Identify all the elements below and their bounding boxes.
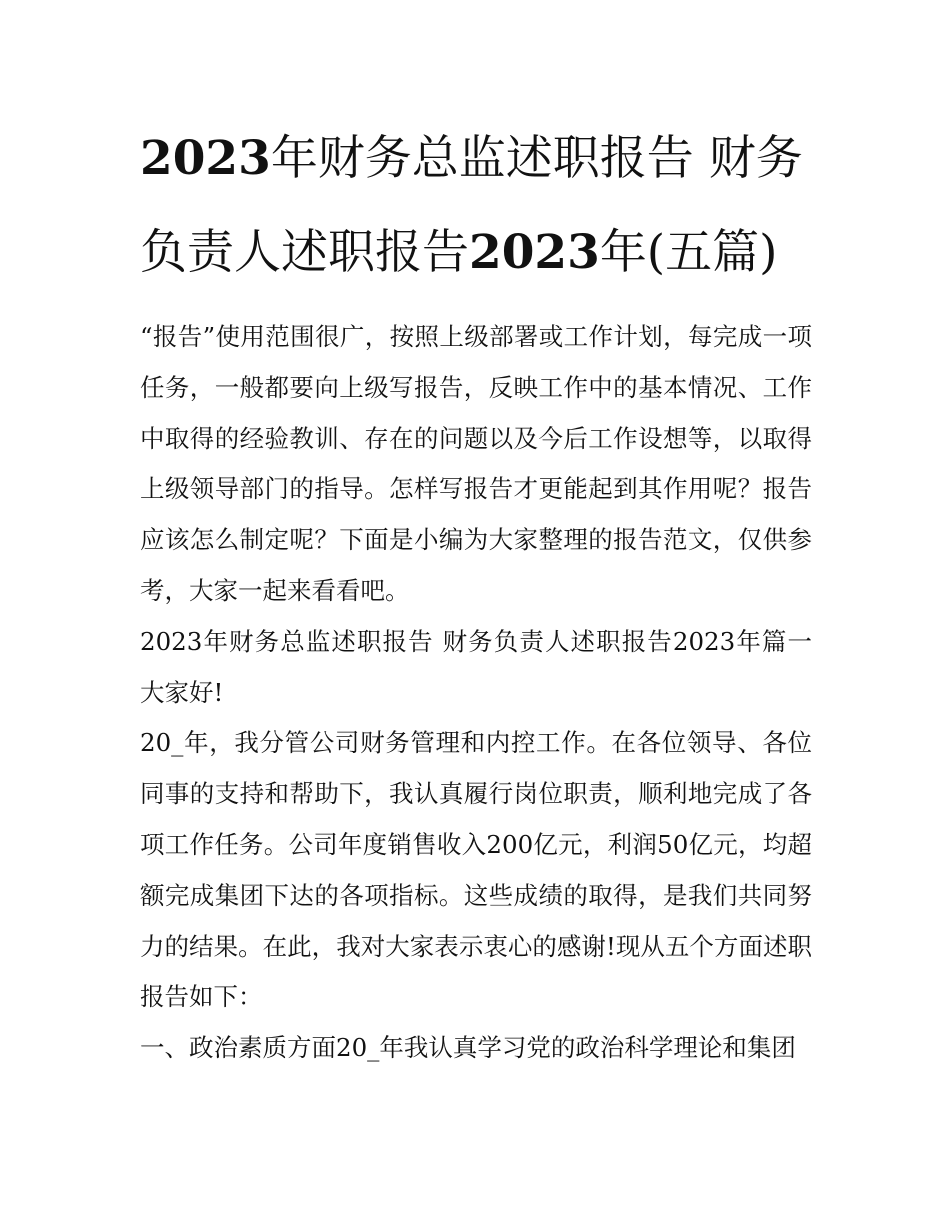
intro-paragraph: “报告”使用范围很广，按照上级部署或工作计划，每完成一项任务，一般都要向上级写报告，反映工作中的基本情况、工作中取得的经验教训、存在的问题以及今后工作设想等，以取得上级领导部门的指导。怎样写报告才更能起到其作用呢？报告应该怎么制定呢？下面是小编为大家整理的报告范文，仅供参考，大家一起来看看吧。 — [140, 322, 812, 605]
body-paragraph: 20_年，我分管公司财务管理和内控工作。在各位领导、各位同事的支持和帮助下，我认真履行岗位职责，顺利地完成了各项工作任务。公司年度销售收入200亿元，利润50亿元，均超额完成集团下达的各项指标。这些成绩的取得，是我们共同努力的结果。在此，我对大家表示衷心的感谢!现从五个方面述职报告如下： — [140, 728, 812, 1012]
title-year-2: 2023 — [469, 225, 600, 280]
title-text-2: 年(五篇) — [599, 225, 778, 280]
document-title — [140, 112, 812, 300]
title-text-1: 年财务总监述职报告 财务负责人述职报告 — [140, 131, 803, 280]
document-body — [140, 312, 812, 1074]
title-year-1: 2023 — [140, 131, 271, 186]
politics-paragraph: 一、政治素质方面20_年我认真学习党的政治科学理论和集团 — [140, 1033, 796, 1063]
section-heading-paragraph: 2023年财务总监述职报告 财务负责人述职报告2023年篇一 大家好! — [140, 626, 812, 707]
document-page — [140, 112, 812, 1074]
